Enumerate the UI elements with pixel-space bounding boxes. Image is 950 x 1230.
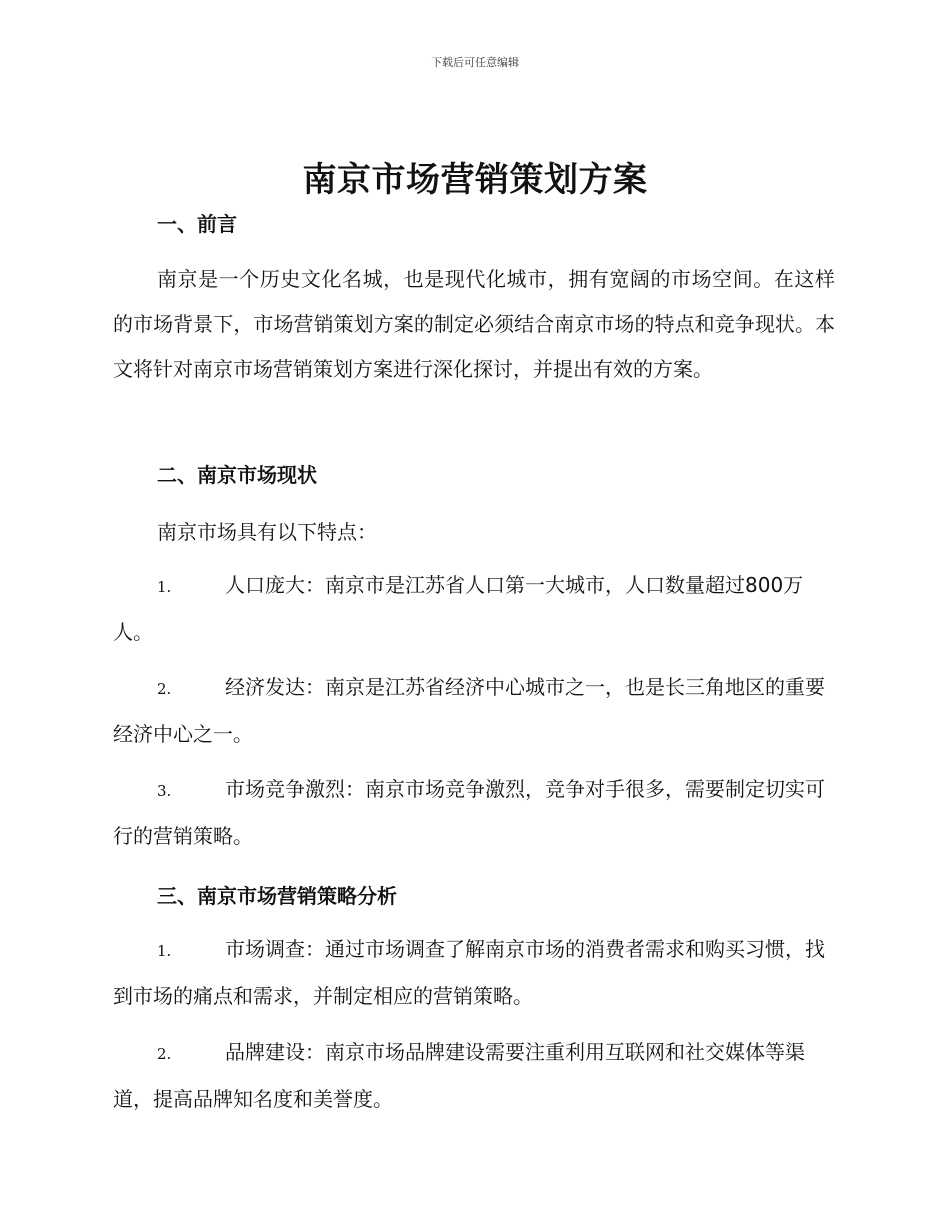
- preface-paragraph: 南京是一个历史文化名城，也是现代化城市，拥有宽阔的市场空间。在这样的市场背景下，市场营销策划方案的制定必须结合南京市场的特点和竞争现状。本文将针对南京市场营销策划方案进行深化探讨，并提出有效的方案。: [113, 267, 835, 381]
- list-item-text: 经济发达：南京是江苏省经济中心城市之一，也是长三角地区的重要经济中心之一。: [113, 675, 825, 746]
- list-item-text: 品牌建设：南京市场品牌建设需要注重利用互联网和社交媒体等渠道，提高品牌知名度和美誉度。: [113, 1040, 805, 1111]
- section-heading-strategy-analysis: 三、南京市场营销策略分析: [157, 884, 397, 908]
- list-item-text: 人口庞大：南京市是江苏省人口第一大城市，人口数量超过800万人。: [113, 573, 804, 644]
- list-item-number: 1.: [157, 578, 172, 596]
- list-item-text: 市场竞争激烈：南京市场竞争激烈，竞争对手很多，需要制定切实可行的营销策略。: [113, 777, 825, 848]
- list-item-number: 1.: [157, 942, 172, 960]
- list-item: [113, 665, 835, 757]
- list-item: [113, 927, 835, 1019]
- section-heading-preface: 一、前言: [157, 212, 237, 236]
- market-status-intro: 南京市场具有以下特点：: [157, 520, 377, 544]
- document-title: 南京市场营销策划方案: [302, 160, 648, 200]
- section-heading-market-status: 二、南京市场现状: [157, 463, 317, 487]
- list-item: [113, 767, 835, 859]
- list-item: [113, 1030, 835, 1122]
- list-item-number: 2.: [157, 680, 172, 698]
- page-header-note: 下载后可任意编辑: [431, 56, 519, 69]
- list-item: [113, 563, 835, 655]
- list-item-number: 3.: [157, 782, 172, 800]
- list-item-number: 2.: [157, 1045, 172, 1063]
- list-item-text: 市场调查：通过市场调查了解南京市场的消费者需求和购买习惯，找到市场的痛点和需求，并制定相应的营销策略。: [113, 937, 825, 1008]
